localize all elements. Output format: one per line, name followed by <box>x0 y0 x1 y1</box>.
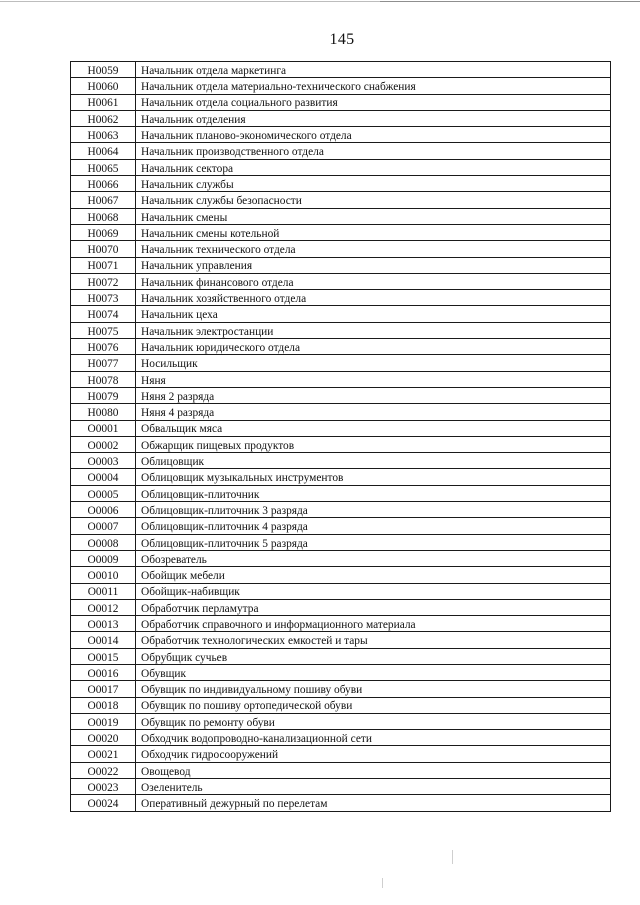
occupation-code-cell: Н0069 <box>71 224 136 240</box>
occupation-code-cell: О0006 <box>71 502 136 518</box>
occupation-code-cell: Н0077 <box>71 355 136 371</box>
occupation-title-cell: Начальник технического отдела <box>136 241 611 257</box>
occupation-title-cell: Обходчик гидросооружений <box>136 746 611 762</box>
table-row <box>71 94 611 110</box>
occupation-title-cell: Обработчик перламутра <box>136 599 611 615</box>
table-row <box>71 371 611 387</box>
table-row <box>71 176 611 192</box>
occupation-title-cell: Начальник службы <box>136 176 611 192</box>
table-row <box>71 322 611 338</box>
occupation-code-cell: О0022 <box>71 762 136 778</box>
occupation-code-cell: О0001 <box>71 420 136 436</box>
table-row <box>71 224 611 240</box>
occupation-code-cell: О0011 <box>71 583 136 599</box>
occupation-code-cell: Н0067 <box>71 192 136 208</box>
table-row <box>71 502 611 518</box>
occupation-title-cell: Обжарщик пищевых продуктов <box>136 436 611 452</box>
table-row <box>71 697 611 713</box>
occupation-title-cell: Обработчик справочного и информационного материала <box>136 616 611 632</box>
occupation-title-cell: Облицовщик <box>136 453 611 469</box>
occupation-code-cell: Н0063 <box>71 127 136 143</box>
occupation-code-cell: Н0060 <box>71 78 136 94</box>
table-row <box>71 518 611 534</box>
occupation-code-cell: О0009 <box>71 550 136 566</box>
occupation-title-cell: Начальник смены котельной <box>136 224 611 240</box>
occupation-title-cell: Начальник цеха <box>136 306 611 322</box>
occupation-code-cell: Н0075 <box>71 322 136 338</box>
occupation-title-cell: Облицовщик-плиточник 3 разряда <box>136 502 611 518</box>
occupation-title-cell: Начальник управления <box>136 257 611 273</box>
table-row <box>71 208 611 224</box>
occupation-title-cell: Носильщик <box>136 355 611 371</box>
occupation-code-cell: Н0061 <box>71 94 136 110</box>
occupation-title-cell: Начальник производственного отдела <box>136 143 611 159</box>
occupation-title-cell: Няня 2 разряда <box>136 387 611 403</box>
occupation-title-cell: Обвальщик мяса <box>136 420 611 436</box>
occupation-code-cell: Н0059 <box>71 62 136 78</box>
scan-speck <box>452 850 453 864</box>
table-row <box>71 290 611 306</box>
table-row <box>71 485 611 501</box>
occupation-code-cell: О0017 <box>71 681 136 697</box>
table-row <box>71 436 611 452</box>
occupation-title-cell: Няня 4 разряда <box>136 404 611 420</box>
table-row <box>71 664 611 680</box>
occupation-title-cell: Начальник юридического отдела <box>136 339 611 355</box>
occupation-code-cell: Н0080 <box>71 404 136 420</box>
occupation-codes-table-container <box>70 61 611 812</box>
table-row <box>71 404 611 420</box>
occupation-code-cell: Н0073 <box>71 290 136 306</box>
top-scan-edge-dark <box>380 1 640 2</box>
table-row <box>71 420 611 436</box>
table-row <box>71 779 611 795</box>
occupation-code-cell: Н0064 <box>71 143 136 159</box>
occupation-title-cell: Начальник отделения <box>136 110 611 126</box>
occupation-title-cell: Обходчик водопроводно-канализационной сети <box>136 730 611 746</box>
table-row <box>71 110 611 126</box>
occupation-code-cell: О0010 <box>71 567 136 583</box>
occupation-code-cell: Н0062 <box>71 110 136 126</box>
table-row <box>71 550 611 566</box>
table-row <box>71 469 611 485</box>
occupation-code-cell: Н0065 <box>71 159 136 175</box>
occupation-title-cell: Начальник планово-экономического отдела <box>136 127 611 143</box>
occupation-title-cell: Озеленитель <box>136 779 611 795</box>
table-row <box>71 273 611 289</box>
table-row <box>71 355 611 371</box>
table-row <box>71 339 611 355</box>
table-row <box>71 648 611 664</box>
occupation-code-cell: О0012 <box>71 599 136 615</box>
occupation-title-cell: Няня <box>136 371 611 387</box>
occupation-code-cell: О0019 <box>71 713 136 729</box>
occupation-code-cell: Н0072 <box>71 273 136 289</box>
table-row <box>71 713 611 729</box>
table-row <box>71 159 611 175</box>
occupation-code-cell: О0008 <box>71 534 136 550</box>
occupation-code-cell: О0003 <box>71 453 136 469</box>
occupation-code-cell: Н0076 <box>71 339 136 355</box>
occupation-code-cell: Н0071 <box>71 257 136 273</box>
scan-speck <box>382 878 383 888</box>
occupation-title-cell: Обойщик мебели <box>136 567 611 583</box>
table-row <box>71 746 611 762</box>
table-row <box>71 762 611 778</box>
occupation-title-cell: Начальник отдела маркетинга <box>136 62 611 78</box>
occupation-title-cell: Начальник хозяйственного отдела <box>136 290 611 306</box>
occupation-title-cell: Овощевод <box>136 762 611 778</box>
occupation-code-cell: О0007 <box>71 518 136 534</box>
table-row <box>71 730 611 746</box>
occupation-title-cell: Обойщик-набивщик <box>136 583 611 599</box>
table-row <box>71 795 611 811</box>
occupation-title-cell: Начальник электростанции <box>136 322 611 338</box>
occupation-code-cell: О0021 <box>71 746 136 762</box>
occupation-code-cell: О0005 <box>71 485 136 501</box>
occupation-title-cell: Облицовщик музыкальных инструментов <box>136 469 611 485</box>
occupation-code-cell: О0024 <box>71 795 136 811</box>
table-body <box>71 62 611 812</box>
table-row <box>71 583 611 599</box>
occupation-code-cell: Н0070 <box>71 241 136 257</box>
occupation-code-cell: Н0074 <box>71 306 136 322</box>
table-row <box>71 387 611 403</box>
occupation-title-cell: Облицовщик-плиточник 5 разряда <box>136 534 611 550</box>
occupation-title-cell: Обувщик по индивидуальному пошиву обуви <box>136 681 611 697</box>
table-row <box>71 681 611 697</box>
table-row <box>71 567 611 583</box>
occupation-codes-table <box>70 61 611 812</box>
occupation-code-cell: О0004 <box>71 469 136 485</box>
table-row <box>71 192 611 208</box>
occupation-code-cell: О0002 <box>71 436 136 452</box>
occupation-title-cell: Облицовщик-плиточник <box>136 485 611 501</box>
table-row <box>71 534 611 550</box>
occupation-title-cell: Обработчик технологических емкостей и тары <box>136 632 611 648</box>
table-row <box>71 78 611 94</box>
occupation-title-cell: Начальник службы безопасности <box>136 192 611 208</box>
table-row <box>71 453 611 469</box>
occupation-code-cell: О0013 <box>71 616 136 632</box>
occupation-title-cell: Оперативный дежурный по перелетам <box>136 795 611 811</box>
table-row <box>71 632 611 648</box>
occupation-title-cell: Обозреватель <box>136 550 611 566</box>
occupation-code-cell: Н0068 <box>71 208 136 224</box>
table-row <box>71 143 611 159</box>
occupation-title-cell: Начальник отдела социального развития <box>136 94 611 110</box>
occupation-title-cell: Обрубщик сучьев <box>136 648 611 664</box>
table-row <box>71 127 611 143</box>
occupation-code-cell: О0020 <box>71 730 136 746</box>
table-row <box>71 616 611 632</box>
occupation-title-cell: Обувщик по ремонту обуви <box>136 713 611 729</box>
occupation-title-cell: Начальник финансового отдела <box>136 273 611 289</box>
occupation-title-cell: Обувщик <box>136 664 611 680</box>
table-row <box>71 257 611 273</box>
page-number: 145 <box>329 31 355 48</box>
occupation-code-cell: О0014 <box>71 632 136 648</box>
occupation-title-cell: Начальник сектора <box>136 159 611 175</box>
table-row <box>71 599 611 615</box>
occupation-code-cell: Н0078 <box>71 371 136 387</box>
occupation-code-cell: Н0079 <box>71 387 136 403</box>
occupation-title-cell: Обувщик по пошиву ортопедической обуви <box>136 697 611 713</box>
occupation-code-cell: О0015 <box>71 648 136 664</box>
occupation-title-cell: Начальник отдела материально-технического снабжения <box>136 78 611 94</box>
occupation-code-cell: О0018 <box>71 697 136 713</box>
table-row <box>71 306 611 322</box>
occupation-code-cell: Н0066 <box>71 176 136 192</box>
occupation-title-cell: Облицовщик-плиточник 4 разряда <box>136 518 611 534</box>
table-row <box>71 241 611 257</box>
occupation-title-cell: Начальник смены <box>136 208 611 224</box>
occupation-code-cell: О0023 <box>71 779 136 795</box>
occupation-code-cell: О0016 <box>71 664 136 680</box>
table-row <box>71 62 611 78</box>
